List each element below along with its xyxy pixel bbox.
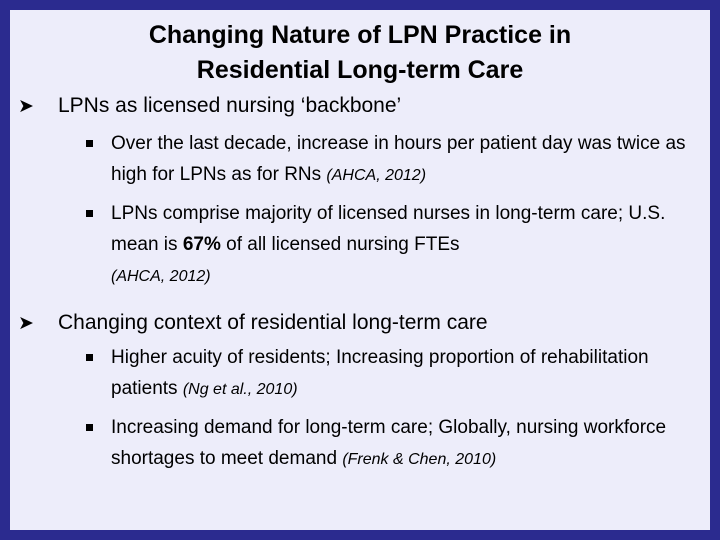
sub-bullet-hours-increase (86, 128, 686, 191)
bullet-heading: LPNs as licensed nursing ‘backbone’ (58, 94, 402, 117)
sub-bullet-demand (86, 412, 686, 475)
citation: (AHCA, 2012) (326, 167, 427, 184)
slide-title-line-2: Residential Long-term Care (196, 56, 524, 84)
sub-bullet-text: LPNs comprise majority of licensed nurses in long-term care; U.S. mean is 67% of all licensed nursing FTEs (AHCA, 2012) (111, 203, 666, 285)
citation: (Ng et al., 2010) (182, 381, 298, 398)
arrow-bullet-icon: ➤ (18, 96, 34, 117)
citation: (Frenk & Chen, 2010) (342, 451, 497, 468)
square-bullet-icon (86, 424, 93, 431)
square-bullet-icon (86, 140, 93, 147)
bullet-heading: Changing context of residential long-term care (58, 311, 488, 334)
slide-title (10, 18, 710, 88)
square-bullet-icon (86, 210, 93, 217)
citation: (AHCA, 2012) (111, 268, 211, 285)
square-bullet-icon (86, 354, 93, 361)
arrow-bullet-icon: ➤ (18, 313, 34, 334)
sub-bullet-text: Over the last decade, increase in hours per patient day was twice as high for LPNs as for RNs (AHCA, 2012) (111, 133, 686, 185)
percentage-highlight: 67% (182, 234, 221, 255)
sub-bullet-acuity (86, 342, 686, 405)
sub-bullet-lpn-majority (86, 198, 686, 292)
bullet-lpn-backbone (18, 93, 401, 120)
sub-bullet-text: Higher acuity of residents; Increasing proportion of rehabilitation patients (Ng et al., 2010) (111, 347, 649, 399)
bullet-changing-context (18, 310, 488, 337)
sub-bullet-text: Increasing demand for long-term care; Globally, nursing workforce shortages to meet demand (Frenk & Chen, 2010) (111, 417, 667, 469)
slide-title-line-1: Changing Nature of LPN Practice in (148, 21, 572, 49)
slide (10, 10, 710, 530)
